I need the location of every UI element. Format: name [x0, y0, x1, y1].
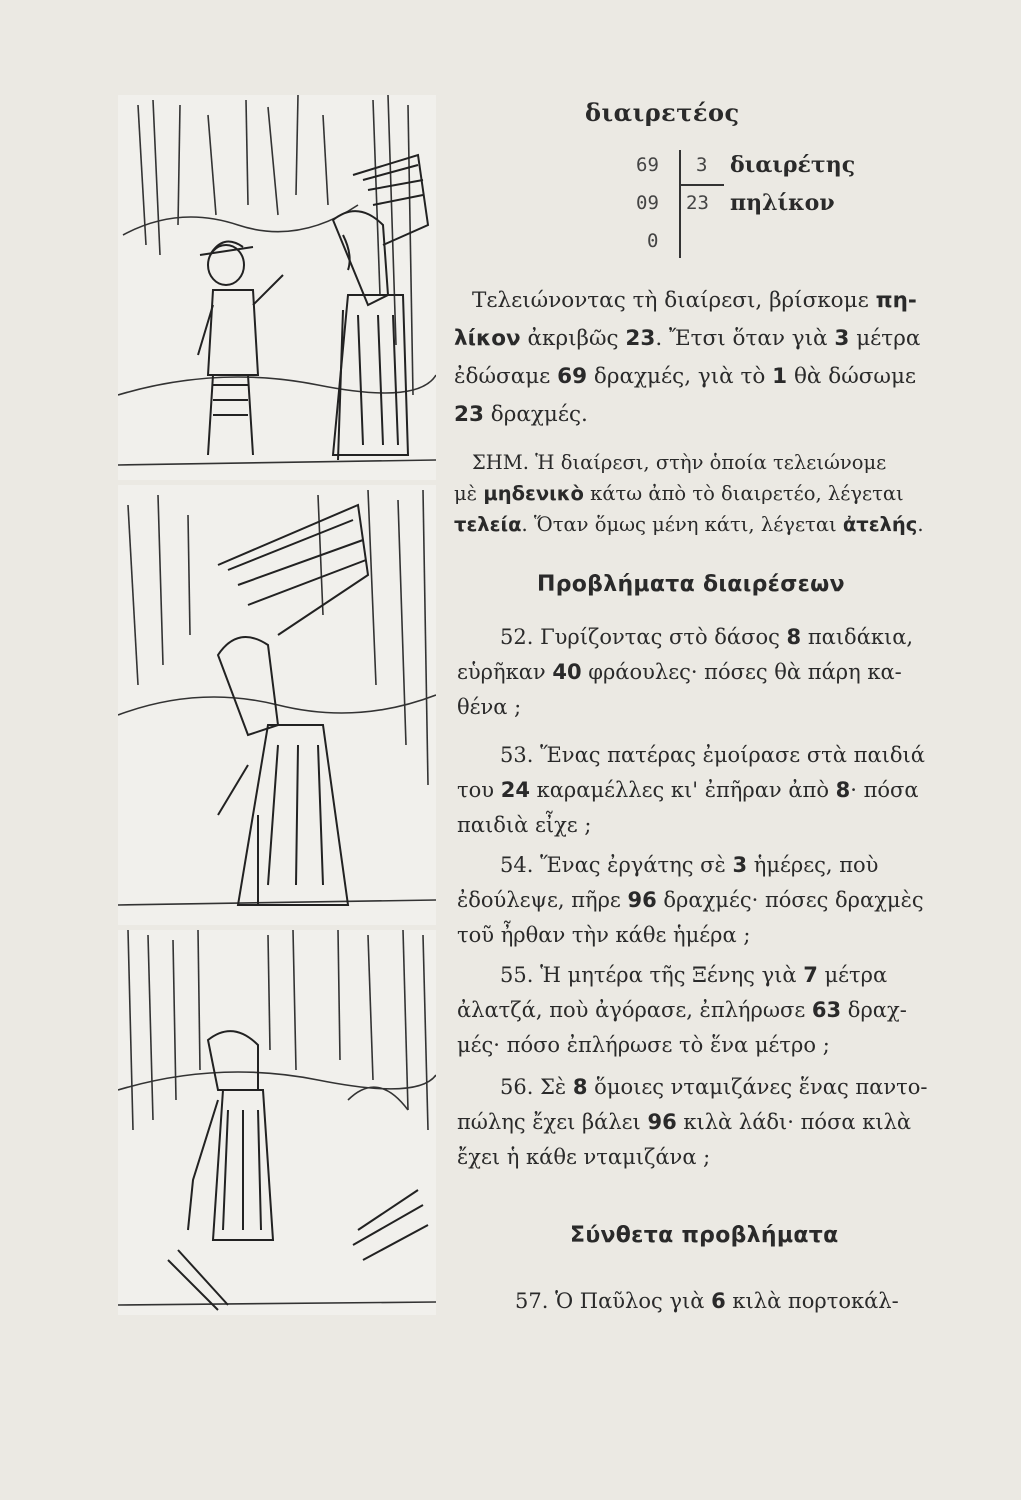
text-run: 55. Ἡ μητέρα τῆς Ξένης γιὰ: [500, 963, 804, 987]
text-run: παιδιὰ εἶχε ;: [457, 813, 592, 837]
text-run: μές· πόσο ἐπλήρωσε τὸ ἕνα μέτρο ;: [457, 1033, 830, 1057]
text-run: θὰ δώσωμε: [787, 364, 917, 389]
text-run: καραμέλλες κι' ἐπῆραν ἀπὸ: [529, 778, 836, 802]
text-run: 8: [786, 625, 802, 649]
text-run: 63: [811, 998, 842, 1022]
problem-55: [457, 958, 907, 1063]
text-run: μέτρα: [817, 963, 888, 987]
dividend-digits-1: 69: [636, 154, 659, 176]
note-paragraph: [454, 447, 972, 540]
text-run: φράουλες· πόσες θὰ πάρη κα-: [581, 660, 902, 684]
text-run: 57. Ὁ Παῦλος γιὰ: [515, 1289, 712, 1313]
division-horizontal-line: [680, 184, 724, 186]
explanation-paragraph: [454, 282, 972, 434]
problem-57: [515, 1284, 899, 1319]
text-run: του: [457, 778, 501, 802]
dividend-digits-3: 0: [647, 230, 659, 252]
text-run: τοῦ ἦρθαν τὴν κάθε ἡμέρα ;: [457, 923, 751, 947]
text-run: 24: [500, 778, 530, 802]
dividend-digits-2: 09: [636, 192, 659, 214]
text-run: κιλὰ πορτοκάλ-: [725, 1289, 899, 1313]
text-run: 40: [552, 660, 582, 684]
text-run: τελεία: [454, 513, 522, 536]
text-run: 8: [572, 1075, 588, 1099]
text-run: 52. Γυρίζοντας στὸ δάσος: [500, 625, 787, 649]
text-run: δραχμές, γιὰ τὸ: [587, 364, 773, 389]
text-run: · πόσα: [850, 778, 919, 802]
text-run: 3: [732, 853, 748, 877]
text-run: 8: [835, 778, 851, 802]
divisor-value: 3: [696, 154, 708, 176]
text-run: δραχ-: [841, 998, 907, 1022]
quotient-value: 23: [686, 192, 709, 214]
text-run: 56. Σὲ: [500, 1075, 573, 1099]
text-run: 96: [627, 888, 657, 912]
text-run: 96: [647, 1110, 677, 1134]
problem-52: [457, 620, 914, 725]
text-run: δραχμές.: [483, 402, 588, 427]
text-run: . Ἔτσι ὅταν γιὰ: [655, 326, 835, 351]
text-run: 54. Ἕνας ἐργάτης σὲ: [500, 853, 733, 877]
illustration-boy-and-old-woman: [118, 95, 436, 480]
quotient-label: πηλίκον: [730, 190, 835, 216]
text-run: Τελειώνοντας τὴ διαίρεσι, βρίσκομε: [472, 288, 876, 313]
text-run: κάτω ἀπὸ τὸ διαιρετέο, λέγεται: [583, 482, 904, 505]
text-run: ἔχει ἡ κάθε νταμιζάνα ;: [457, 1145, 711, 1169]
text-run: ἀκριβῶς: [520, 326, 626, 351]
text-run: . Ὅταν ὅμως μένη κάτι, λέγεται: [521, 513, 843, 536]
text-run: ἐδούλεψε, πῆρε: [457, 888, 628, 912]
text-run: 53. Ἕνας πατέρας ἐμοίρασε στὰ παιδιά: [500, 743, 925, 767]
text-run: .: [917, 513, 924, 536]
text-run: θένα ;: [457, 695, 522, 719]
text-run: ἀτελής: [842, 513, 918, 536]
divisor-label: διαιρέτης: [730, 152, 856, 178]
text-run: 23: [625, 326, 656, 351]
text-run: πώλης ἔχει βάλει: [457, 1110, 648, 1134]
text-run: ἡμέρες, ποὺ: [747, 853, 879, 877]
long-division: [620, 148, 920, 263]
text-run: εὑρῆκαν: [457, 660, 553, 684]
heading-dividend: διαιρετέος: [585, 98, 740, 127]
text-run: 7: [803, 963, 818, 987]
section-title-division-problems: Προβλήματα διαιρέσεων: [537, 572, 845, 597]
text-run: δραχμές· πόσες δραχμὲς: [656, 888, 924, 912]
text-run: ὅμοιες νταμιζάνες ἕνας παντο-: [587, 1075, 928, 1099]
problem-54: [457, 848, 924, 953]
text-run: κιλὰ λάδι· πόσα κιλὰ: [676, 1110, 912, 1134]
problem-53: [457, 738, 925, 843]
text-run: λίκον: [454, 326, 521, 351]
illustration-woman-gathering-wood: [118, 930, 436, 1315]
text-run: ἀλατζά, ποὺ ἀγόρασε, ἐπλήρωσε: [457, 998, 812, 1022]
text-run: 1: [772, 364, 788, 389]
text-run: ΣΗΜ. Ἡ διαίρεσι, στὴν ὁποία τελειώνομε: [472, 451, 887, 474]
text-run: μηδενικὸ: [483, 482, 584, 505]
text-run: 69: [557, 364, 588, 389]
text-run: 23: [454, 402, 484, 427]
text-run: 6: [711, 1289, 726, 1313]
text-run: 3: [834, 326, 850, 351]
illustration-old-woman-with-sticks: [118, 485, 436, 925]
problem-56: [457, 1070, 928, 1175]
text-run: παιδάκια,: [801, 625, 914, 649]
text-run: πη-: [875, 288, 917, 313]
text-run: ἐδώσαμε: [454, 364, 558, 389]
section-title-compound-problems: Σύνθετα προβλήματα: [570, 1223, 839, 1248]
text-run: μὲ: [454, 482, 484, 505]
division-vertical-line: [679, 150, 681, 258]
text-run: μέτρα: [849, 326, 921, 351]
